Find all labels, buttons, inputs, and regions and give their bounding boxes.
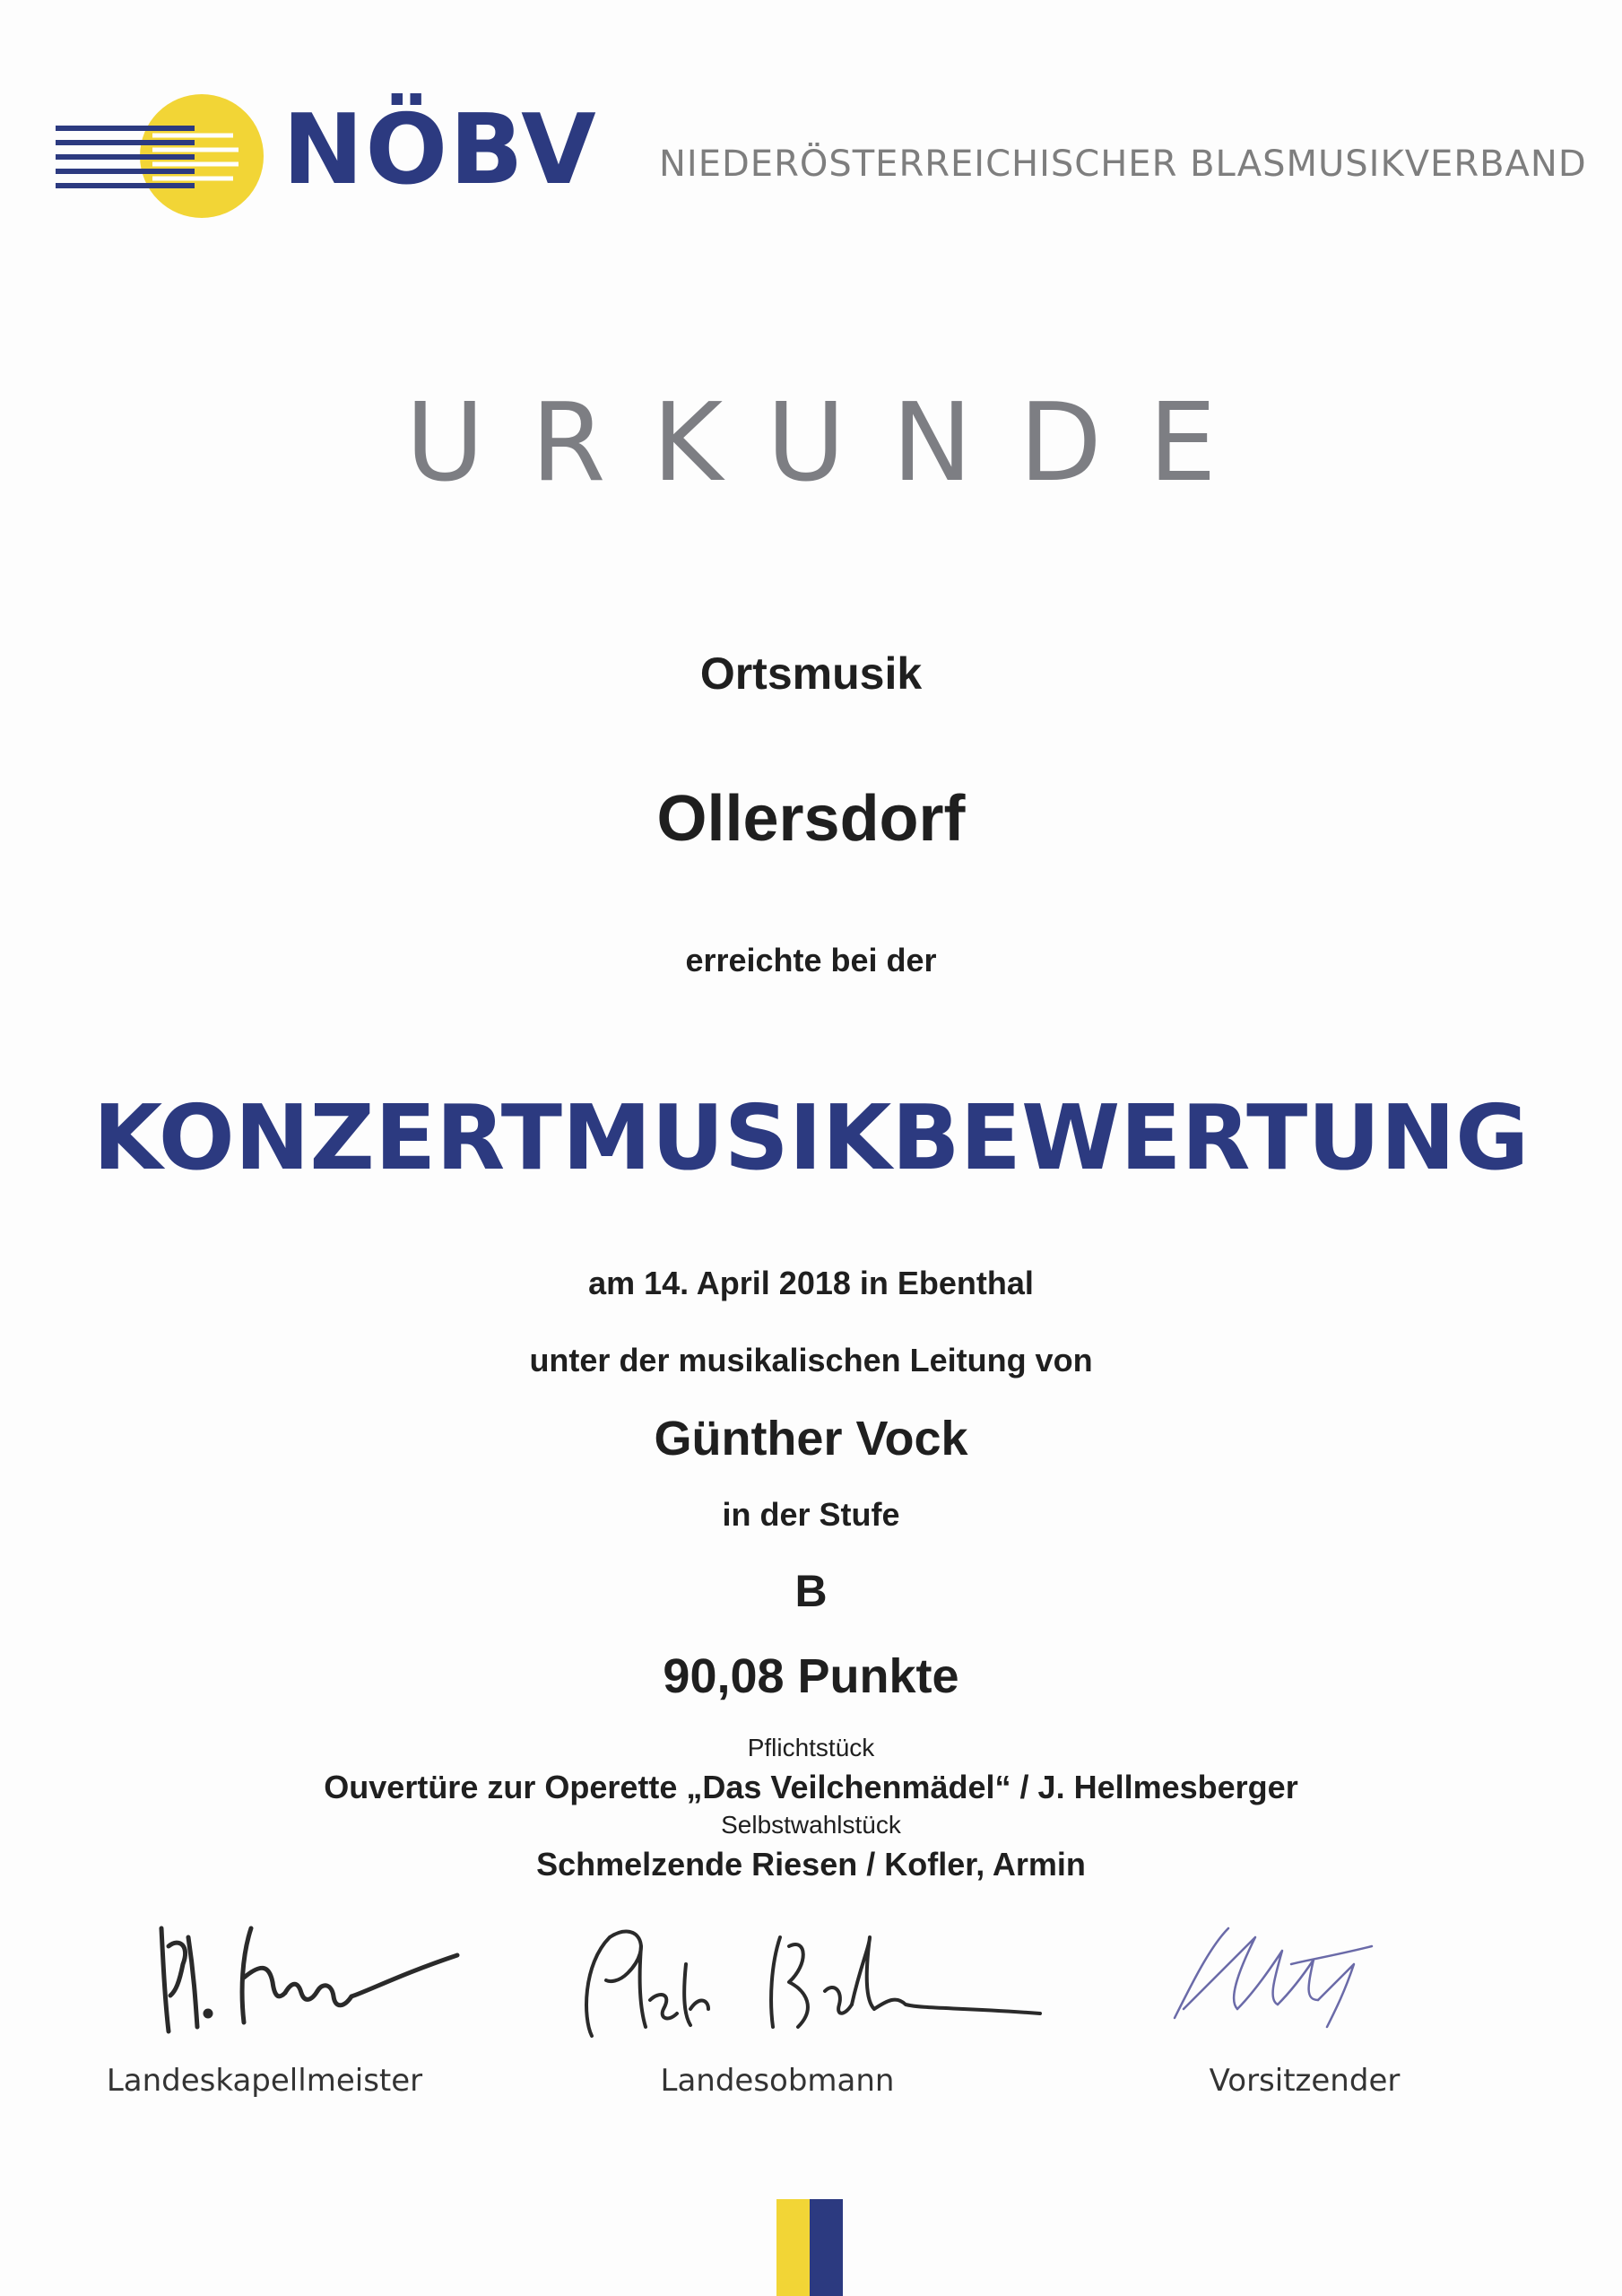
signature-vorsitzender: [1157, 1910, 1390, 2036]
yellow-stripe: [776, 2199, 810, 2296]
selfchoice-piece: Schmelzende Riesen / Kofler, Armin: [536, 1846, 1086, 1883]
organization-name: NIEDERÖSTERREICHISCHER BLASMUSIKVERBAND: [659, 144, 1587, 185]
signature-role-2: Landesobmann: [660, 2063, 895, 2099]
level-label: in der Stufe: [722, 1496, 900, 1533]
signature-landeskapellmeister: [143, 1910, 475, 2054]
sun-stripes-logo-icon: [54, 90, 269, 224]
conductor-name: Günther Vock: [654, 1412, 968, 1465]
leadership-line: unter der musikalischen Leitung von: [529, 1342, 1093, 1378]
band-type: Ortsmusik: [699, 648, 923, 699]
noebv-logo: [54, 90, 598, 233]
signature-landesobmann: [574, 1910, 1058, 2054]
certificate-title: URKUNDE: [405, 381, 1263, 506]
date-line: am 14. April 2018 in Ebenthal: [588, 1265, 1034, 1301]
signature-role-1: Landeskapellmeister: [106, 2063, 423, 2099]
blue-stripe: [810, 2199, 843, 2296]
event-name: KONZERTMUSIKBEWERTUNG: [92, 1085, 1530, 1190]
bottom-color-bar: [776, 2199, 843, 2296]
signature-role-3: Vorsitzender: [1209, 2063, 1401, 2099]
mandatory-piece-label: Pflichtstück: [747, 1734, 875, 1761]
achieved-text: erreichte bei der: [685, 942, 937, 978]
logo-wordmark: NÖBV: [282, 94, 598, 206]
level-value: B: [794, 1566, 828, 1616]
mandatory-piece: Ouvertüre zur Operette „Das Veilchenmädel“ / J. Hellmesberger: [324, 1769, 1298, 1805]
points-value: 90,08 Punkte: [663, 1649, 959, 1703]
selfchoice-piece-label: Selbstwahlstück: [721, 1811, 901, 1839]
band-place: Ollersdorf: [656, 783, 966, 855]
